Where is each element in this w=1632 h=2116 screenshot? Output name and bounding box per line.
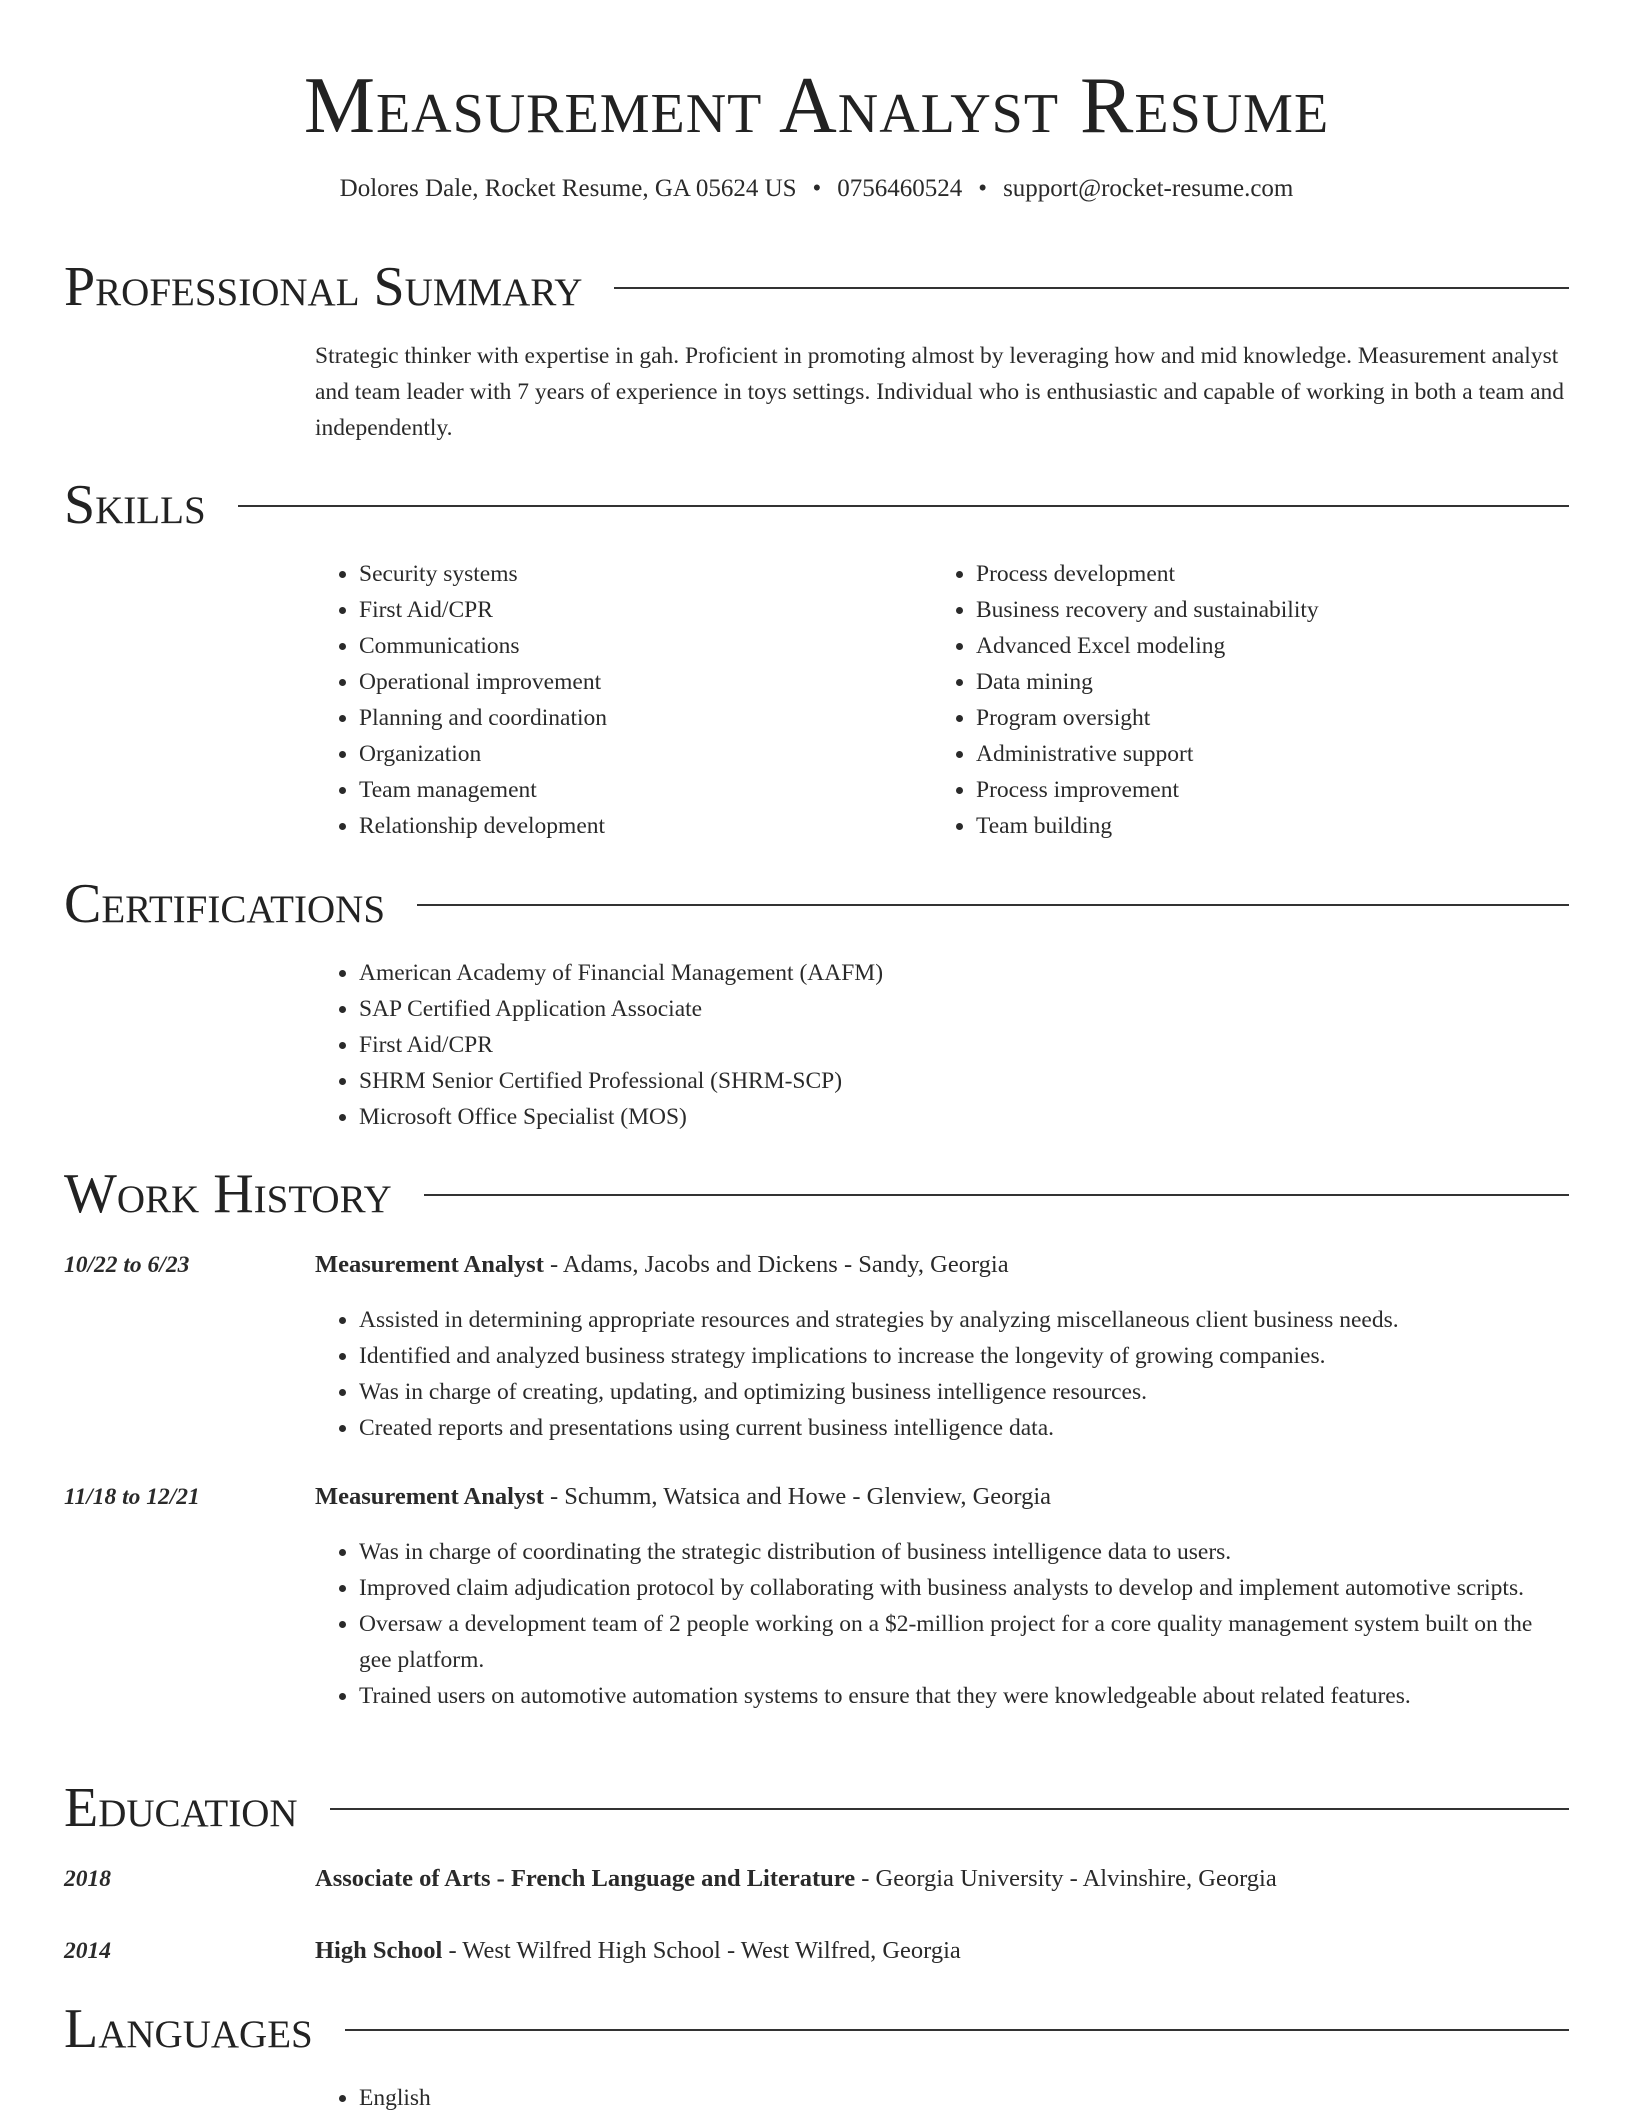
skill-item: • Communications: [359, 628, 915, 664]
contact-address: Dolores Dale, Rocket Resume, GA 05624 US: [339, 175, 797, 202]
certification-item: • American Academy of Financial Management (AAFM): [359, 955, 1569, 991]
skill-item: • Process development: [976, 556, 1569, 592]
education-entry: [315, 1862, 1569, 1896]
skill-item: • Program oversight: [976, 700, 1569, 736]
work-history-section-header: [64, 1162, 1569, 1226]
contact-separator: •: [812, 175, 822, 202]
skill-item: • Process improvement: [976, 772, 1569, 808]
job-title-line: [315, 1248, 1569, 1282]
skill-item: • Business recovery and sustainability: [976, 592, 1569, 628]
skill-item: • Operational improvement: [359, 664, 915, 700]
job-title-line: [315, 1480, 1569, 1514]
education-degree: High School: [315, 1937, 443, 1964]
summary-heading: Professional Summary: [64, 256, 583, 318]
skill-item: • First Aid/CPR: [359, 592, 915, 628]
job-bullet: • Improved claim adjudication protocol by collaborating with business analysts to develop and implement automotive scripts.: [359, 1570, 1569, 1606]
job-dates: 10/22 to 6/23: [64, 1252, 190, 1278]
skill-item: • Administrative support: [976, 736, 1569, 772]
languages-heading: Languages: [64, 1998, 313, 2060]
summary-section-header: [64, 255, 1569, 319]
skills-list-right: [932, 556, 1569, 844]
contact-email: support@rocket-resume.com: [1003, 175, 1294, 202]
job-dates: 11/18 to 12/21: [64, 1484, 200, 1510]
job-bullet: • Oversaw a development team of 2 people working on a $2-million project for a core quality management system built on the gee platform.: [359, 1606, 1569, 1678]
education-heading: Education: [64, 1777, 298, 1839]
skills-heading: Skills: [64, 474, 206, 536]
education-section-header: [64, 1776, 1569, 1840]
contact-separator: •: [978, 175, 988, 202]
section-divider: [345, 2029, 1569, 2031]
job-bullets: [315, 1302, 1569, 1446]
certifications-list: [315, 955, 1569, 1135]
job-bullet: • Was in charge of coordinating the strategic distribution of business intelligence data to users.: [359, 1534, 1569, 1570]
education-year: 2018: [64, 1866, 111, 1892]
skill-item: • Advanced Excel modeling: [976, 628, 1569, 664]
skill-item: • Data mining: [976, 664, 1569, 700]
job-bullets: [315, 1534, 1569, 1714]
work-history-heading: Work History: [64, 1163, 392, 1225]
certification-item: • First Aid/CPR: [359, 1027, 1569, 1063]
section-divider: [614, 287, 1569, 289]
job-bullet: • Identified and analyzed business strategy implications to increase the longevity of growing companies.: [359, 1338, 1569, 1374]
job-role: Measurement Analyst: [315, 1483, 544, 1510]
education-school: - West Wilfred High School - West Wilfred, Georgia: [442, 1937, 961, 1964]
contact-line: [64, 172, 1569, 206]
skill-item: • Team building: [976, 808, 1569, 844]
job-bullet: • Was in charge of creating, updating, and optimizing business intelligence resources.: [359, 1374, 1569, 1410]
section-divider: [238, 505, 1569, 507]
certifications-heading: Certifications: [64, 873, 386, 935]
section-divider: [424, 1194, 1569, 1196]
job-bullet: • Trained users on automotive automation systems to ensure that they were knowledgeable about related features.: [359, 1678, 1569, 1714]
contact-phone: 0756460524: [837, 175, 963, 202]
section-divider: [417, 904, 1569, 906]
certification-item: • Microsoft Office Specialist (MOS): [359, 1099, 1569, 1135]
job-employer: - Adams, Jacobs and Dickens - Sandy, Georgia: [543, 1251, 1009, 1278]
skill-item: • Planning and coordination: [359, 700, 915, 736]
education-school: - Georgia University - Alvinshire, Georgia: [855, 1865, 1277, 1892]
languages-section-header: [64, 1997, 1569, 2061]
job-role: Measurement Analyst: [315, 1251, 544, 1278]
certification-item: • SHRM Senior Certified Professional (SHRM-SCP): [359, 1063, 1569, 1099]
skills-section-header: [64, 473, 1569, 537]
summary-text: Strategic thinker with expertise in gah. Proficient in promoting almost by leveraging how and mid knowledge. Measurement analyst and team leader with 7 years of experience in toys settings. Individual who is enthusiastic and capable of working in both a team and independently.: [315, 343, 1565, 441]
languages-list: [315, 2080, 1569, 2116]
resume-title: Measurement Analyst Resume: [303, 62, 1330, 150]
skill-item: • Relationship development: [359, 808, 915, 844]
education-degree: Associate of Arts - French Language and Literature: [315, 1865, 856, 1892]
skills-list-left: [315, 556, 915, 844]
skill-item: • Team management: [359, 772, 915, 808]
education-entry: [315, 1934, 1569, 1968]
job-bullet: • Assisted in determining appropriate resources and strategies by analyzing miscellaneous client business needs.: [359, 1302, 1569, 1338]
job-bullet: • Created reports and presentations using current business intelligence data.: [359, 1410, 1569, 1446]
job-employer: - Schumm, Watsica and Howe - Glenview, Georgia: [543, 1483, 1052, 1510]
certifications-section-header: [64, 872, 1569, 936]
skill-item: • Organization: [359, 736, 915, 772]
section-divider: [330, 1808, 1569, 1810]
language-item: • English: [359, 2080, 1569, 2116]
education-year: 2014: [64, 1938, 111, 1964]
skill-item: • Security systems: [359, 556, 915, 592]
certification-item: • SAP Certified Application Associate: [359, 991, 1569, 1027]
